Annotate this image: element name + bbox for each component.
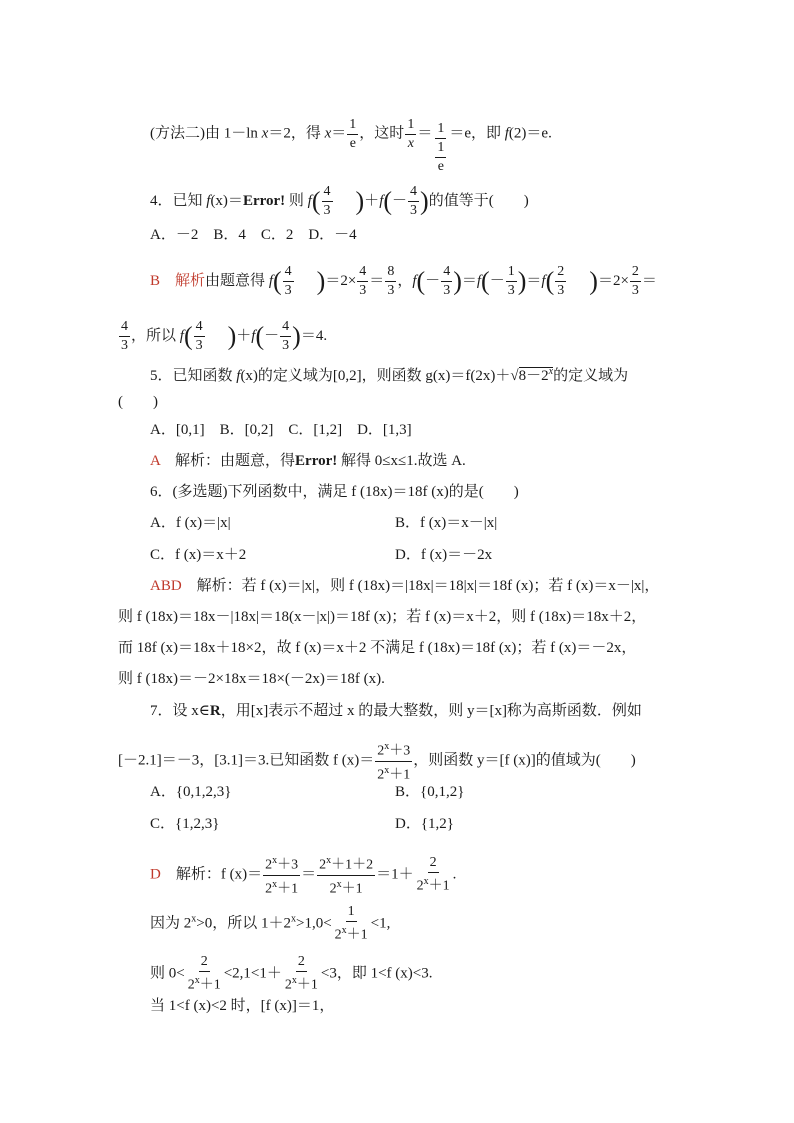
q6-option-a: A．f (x)＝|x| xyxy=(150,515,231,531)
q7-solution-1: D 解析：f (x)＝ $\frac{2^x+3}{2^x+1}$ ＝ $\frac{2^x+1+2}{2^x+1}$ ＝1＋ $\frac{2}{2^x+1}$ . xyxy=(150,852,456,898)
q6-option-b: B．f (x)＝x－|x| xyxy=(395,515,498,531)
q6-solution-3: 而 18f (x)＝18x＋18×2，故 f (x)＝x＋2 不满足 f (18x)＝18f (x)；若 f (x)＝－2x， xyxy=(118,640,637,656)
q7-option-a: A．{0,1,2,3} xyxy=(150,784,232,800)
q5-stem: 5．已知函数 f(x)的定义域为[0,2]，则函数 $g(x)=f(2x)+√8-2^x$的定义域为 xyxy=(150,366,629,384)
q6-solution-4: 则 f (18x)＝－2×18x＝18×(－2x)＝18f (x). xyxy=(118,671,385,687)
q7-option-d: D．{1,2} xyxy=(395,816,454,832)
q6-option-d: D．f (x)＝－2x xyxy=(395,547,493,563)
q7-stem-1: 7．设 x∈R，用[x]表示不超过 x 的最大整数，则 y＝[x]称为高斯函数．例如 xyxy=(150,703,642,719)
method2-line: (方法二)由 1－ln x＝2，得 x＝ $\frac{1}{e}$ ，这时 $\frac{1}{x}$ ＝ $\frac{1}{\frac{1}{e}}$ ＝e，即 f(2)＝e. xyxy=(150,116,552,174)
q7-option-b: B．{0,1,2} xyxy=(395,784,465,800)
q5-options: A．[0,1] B．[0,2] C．[1,2] D．[1,3] xyxy=(150,422,412,438)
q5-stem-2: ( ) xyxy=(118,394,158,410)
q7-option-c: C．{1,2,3} xyxy=(150,816,220,832)
q4-solution-2: $\frac{4}{3}$ ，所以 f( $\frac{4}{3}$ )＋f(－ $\frac{4}{3}$ )＝4. xyxy=(121,319,328,353)
q6-option-c: C．f (x)＝x＋2 xyxy=(150,547,247,563)
q5-solution: A 解析：由题意，得Error! 解得 0≤x≤1.故选 A. xyxy=(150,453,466,469)
q7-stem-2: [－2.1]＝－3，[3.1]＝3.已知函数 f (x)＝ $\frac{2^x+3}{2^x+1}$ ，则函数 y＝[f (x)]的值域为( ) xyxy=(118,738,636,784)
q7-solution-4: 当 1<f (x)<2 时，[f (x)]＝1， xyxy=(150,998,335,1014)
q4-options: A．－2 B．4 C．2 D．－4 xyxy=(150,227,357,243)
q6-solution-2: 则 f (18x)＝18x－|18x|＝18(x－|x|)＝18f (x)；若 f (x)＝x＋2，则 f (18x)＝18x＋2， xyxy=(118,609,647,625)
q7-solution-3: 则 0< $\frac{2}{2^x+1}$ <2,1<1＋ $\frac{2}{2^x+1}$ <3，即 1<f (x)<3. xyxy=(150,954,433,993)
q6-stem: 6．(多选题)下列函数中，满足 f (18x)＝18f (x)的是( ) xyxy=(150,484,519,500)
q6-solution-1: ABD 解析：若 f (x)＝|x|，则 f (18x)＝|18x|＝18|x|＝18f (x)；若 f (x)＝x－|x|， xyxy=(150,578,660,594)
fraction: $\frac{1}{e}$ xyxy=(349,116,357,151)
fraction-nested: $\frac{1}{\frac{1}{e}}$ xyxy=(437,121,445,174)
q4-solution-1: B 解析由题意得 f( $\frac{4}{3}$ )＝2× $\frac{4}{3}$ ＝ $\frac{8}{3}$ ，f(－ $\frac{4}{3}$ )＝f(－ $\frac{1}{3}$ )＝f( $\frac{2}{3}$ )＝2× $\frac{2}{3}$ ＝ xyxy=(150,264,657,298)
q4-stem: 4．已知 f(x)＝Error! 则 f( $\frac{4}{3}$ )＋f(－ $\frac{4}{3}$ )的值等于( ) xyxy=(150,184,529,218)
q7-solution-2: 因为 $2^x>0$，所以 $1+2^x>1,0<$ $\frac{1}{2^x+1}$ <1, xyxy=(150,904,391,943)
fraction: $\frac{1}{x}$ xyxy=(407,116,415,151)
